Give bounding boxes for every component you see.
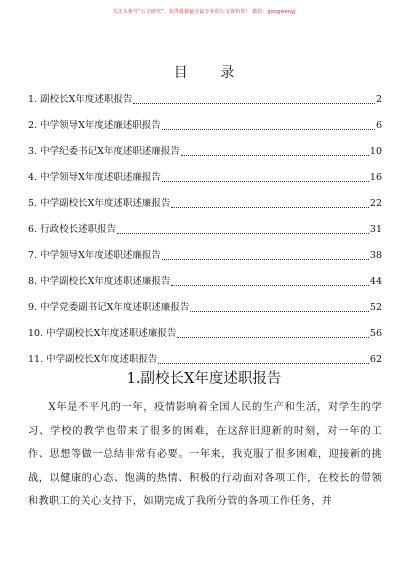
toc-entry-label: 10. 中学副校长X年度述职述廉报告 bbox=[28, 328, 177, 339]
toc-entry[interactable] bbox=[28, 170, 382, 184]
toc-entry-label: 5. 中学副校长X年度述职述廉报告 bbox=[28, 198, 171, 209]
body-paragraph: X年是不平凡的一年，疫情影响着全国人民的生产和生活，对学生的学习、学校的教学也带来了很多的困难，在这辞旧迎新的时刻，对一年的工作、思想等做一总结非常有必要。一年来，我克服了很多困难，迎接新的挑战，以健康的心态、饱满的热情、积极的行动面对各项工作，在校长的带领和教职工的关心支持下，如期完成了我所分管的各项工作任务，并 bbox=[28, 402, 382, 507]
toc-entry-page: 62 bbox=[369, 354, 382, 365]
toc-leader-dots bbox=[158, 362, 369, 364]
toc-entry[interactable] bbox=[28, 222, 382, 236]
toc-entry[interactable] bbox=[28, 118, 382, 132]
toc-entry[interactable] bbox=[28, 352, 382, 366]
toc-leader-dots bbox=[162, 128, 375, 130]
toc-entry-page: 22 bbox=[369, 198, 382, 209]
toc-entry-label: 6. 行政校长述职报告 bbox=[28, 224, 117, 235]
toc-entry-page: 16 bbox=[369, 172, 382, 183]
toc-entry-label: 8. 中学副校长X年度述职述廉报告 bbox=[28, 276, 171, 287]
toc-entry[interactable] bbox=[28, 92, 382, 106]
toc-entry-page: 44 bbox=[369, 276, 382, 287]
toc-entry-page: 2 bbox=[375, 94, 382, 105]
toc-entry-page: 6 bbox=[375, 120, 382, 131]
toc-leader-dots bbox=[162, 180, 369, 182]
toc-entry-label: 4. 中学领导X年度述职述廉报告 bbox=[28, 172, 161, 183]
toc-entry-page: 56 bbox=[369, 328, 382, 339]
toc-entry-label: 9. 中学党委副书记X年度述职述廉报告 bbox=[28, 302, 190, 313]
section-heading: 1.副校长X年度述职报告 bbox=[126, 371, 282, 387]
toc-entry[interactable] bbox=[28, 274, 382, 288]
toc-entry-page: 38 bbox=[369, 250, 382, 261]
toc-leader-dots bbox=[171, 284, 369, 286]
toc-entry[interactable] bbox=[28, 300, 382, 314]
toc-entry-label: 11. 中学副校长X年度述职报告 bbox=[28, 354, 158, 365]
header-banner[interactable]: 关注头条号“公文研究”，获得最新最全最专业的公文资料库！ 微信：gongwenyj bbox=[112, 9, 296, 15]
toc-entry-page: 10 bbox=[369, 146, 382, 157]
toc-leader-dots bbox=[133, 102, 375, 104]
toc-leader-dots bbox=[117, 232, 369, 234]
toc-title: 目 录 bbox=[173, 65, 249, 81]
toc-entry[interactable] bbox=[28, 144, 382, 158]
toc-entry[interactable] bbox=[28, 196, 382, 210]
toc-leader-dots bbox=[171, 206, 369, 208]
toc-entry-label: 1. 副校长X年度述职报告 bbox=[28, 94, 133, 105]
toc-entry-page: 52 bbox=[369, 302, 382, 313]
toc-entry-label: 3. 中学纪委书记X年度述职述廉报告 bbox=[28, 146, 180, 157]
toc-entry[interactable] bbox=[28, 326, 382, 340]
toc-leader-dots bbox=[181, 154, 369, 156]
toc-entry[interactable] bbox=[28, 248, 382, 262]
toc-leader-dots bbox=[177, 336, 369, 338]
toc-leader-dots bbox=[162, 258, 369, 260]
toc-entry-label: 7. 中学领导X年度述职述廉报告 bbox=[28, 250, 161, 261]
toc-entry-label: 2. 中学领导X年度述廉述职报告 bbox=[28, 120, 161, 131]
toc-entry-page: 31 bbox=[369, 224, 382, 235]
toc-leader-dots bbox=[190, 310, 369, 312]
